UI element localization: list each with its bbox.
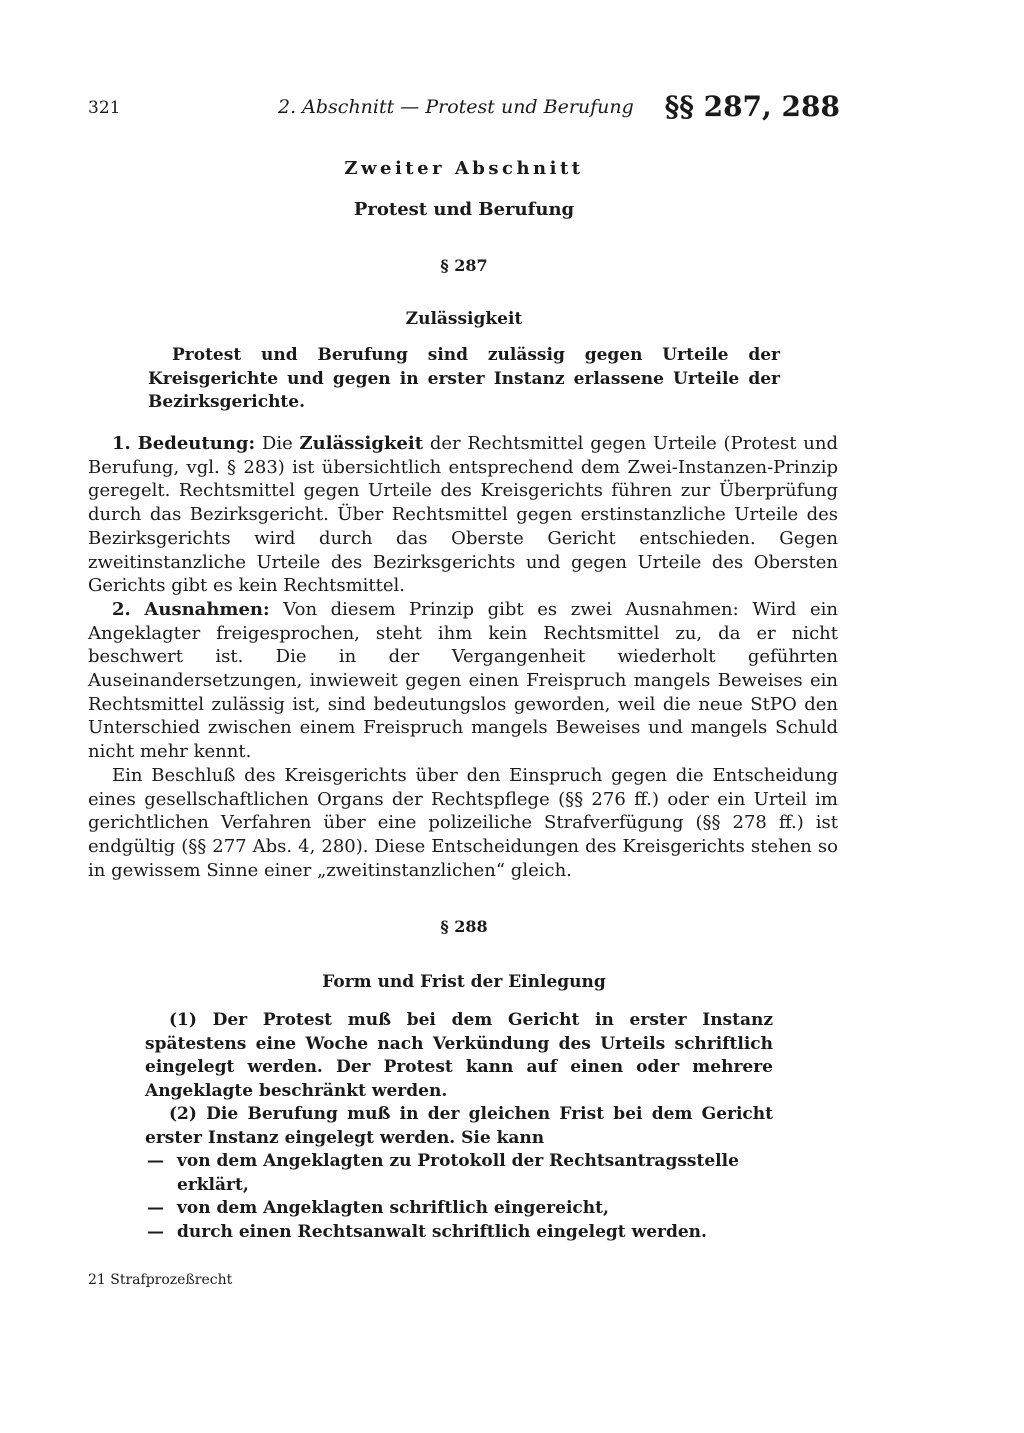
section-287-commentary xyxy=(88,432,838,882)
section-287-law-text: Protest und Berufung sind zulässig gegen Urteile der Kreisgerichte und gegen in erster Instanz erlassene Urteile der Bezirksgerichte. xyxy=(148,345,780,412)
part-subtitle: Protest und Berufung xyxy=(353,199,575,220)
section-287-heading: Zulässigkeit xyxy=(405,309,523,329)
section-288-number: § 288 xyxy=(440,917,488,936)
note-1-text-a: Die xyxy=(255,433,300,454)
note-1-term: Zulässigkeit xyxy=(299,433,424,454)
note-2-number: 2. xyxy=(112,598,131,620)
note-2-label: Ausnahmen: xyxy=(144,598,270,620)
page-header xyxy=(88,92,840,130)
list-item-text: durch einen Rechtsanwalt schriftlich eingelegt werden. xyxy=(177,1221,707,1242)
running-title: 2. Abschnitt — Protest und Berufung xyxy=(278,96,634,118)
page-number: 321 xyxy=(88,98,121,118)
note-2-text: Von diesem Prinzip gibt es zwei Ausnahmen: Wird ein Angeklagter freigesprochen, steht ihm kein Rechtsmittel zu, da er nicht beschwert ist. Die in der Vergangenheit wiederholt geführten Auseinandersetzungen, inwieweit gegen einen Freispruch mangels Beweises ein Rechtsmittel zulässig ist, sind bedeutungslos geworden, weil die neue StPO den Unterschied zwischen einem Freispruch mangels Beweises und mangels Schuld nicht mehr kennt. xyxy=(88,598,838,763)
dash-marker: — xyxy=(147,1151,164,1171)
commentary-note-3: Ein Beschluß des Kreisgerichts über den Einspruch gegen die Entscheidung eines gesellschaftlichen Organs der Rechtspflege (§§ 276 ff.) oder ein Urteil im gerichtlichen Verfahren über eine polizeiliche Strafverfügung (§§ 278 ff.) ist endgültig (§§ 277 Abs. 4, 280). Diese Entscheidungen des Kreisgerichts stehen so in gewissem Sinne einer „zweitinstanzlichen“ gleich. xyxy=(88,764,838,881)
note-1-text-b: der Rechtsmittel gegen Urteile (Protest und Berufung, vgl. § 283) ist übersichtlich entsprechend dem Zwei-Instanzen-Prinzip geregelt. Rechtsmittel gegen Urteile des Kreisgerichts führen zur Überprüfung durch das Bezirksgericht. Über Rechtsmittel gegen erstinstanzliche Urteile des Bezirksgerichts wird durch das Oberste Gericht entschieden. Gegen zweitinstanzliche Urteile des Bezirksgerichts und gegen Urteile des Obersten Gerichts gibt es kein Rechtsmittel. xyxy=(88,433,838,597)
section-reference: §§ 287, 288 xyxy=(664,90,840,123)
section-288-heading: Form und Frist der Einlegung xyxy=(322,972,606,992)
commentary-note-2 xyxy=(88,598,838,764)
section-288-paragraph-1: (1) Der Protest muß bei dem Gericht in erster Instanz spätestens eine Woche nach Verkündung des Urteils schriftlich eingelegt werden. Der Protest kann auf einen oder mehrere Angeklagte beschränkt werden. xyxy=(145,1010,773,1101)
list-item-text: von dem Angeklagten schriftlich eingereicht, xyxy=(177,1198,609,1218)
dash-marker: — xyxy=(147,1198,164,1218)
section-288-dash-list xyxy=(145,1150,773,1244)
commentary-note-1 xyxy=(88,432,838,598)
list-item xyxy=(145,1221,773,1245)
list-item-text: von dem Angeklagten zu Protokoll der Rechtsantragsstelle erklärt, xyxy=(177,1151,739,1195)
sheet-signature: 21 Strafprozeßrecht xyxy=(88,1272,233,1288)
note-1-label: Bedeutung: xyxy=(137,433,256,454)
list-item xyxy=(145,1197,773,1221)
section-287-number: § 287 xyxy=(440,256,488,275)
list-item xyxy=(145,1150,773,1197)
note-1-number: 1. xyxy=(112,433,131,454)
section-288-law-text xyxy=(145,1009,773,1244)
dash-marker: — xyxy=(147,1221,164,1242)
section-288-paragraph-2: (2) Die Berufung muß in der gleichen Frist bei dem Gericht erster Instanz eingelegt werden. Sie kann xyxy=(145,1104,773,1148)
part-title: Zweiter Abschnitt xyxy=(344,158,584,179)
